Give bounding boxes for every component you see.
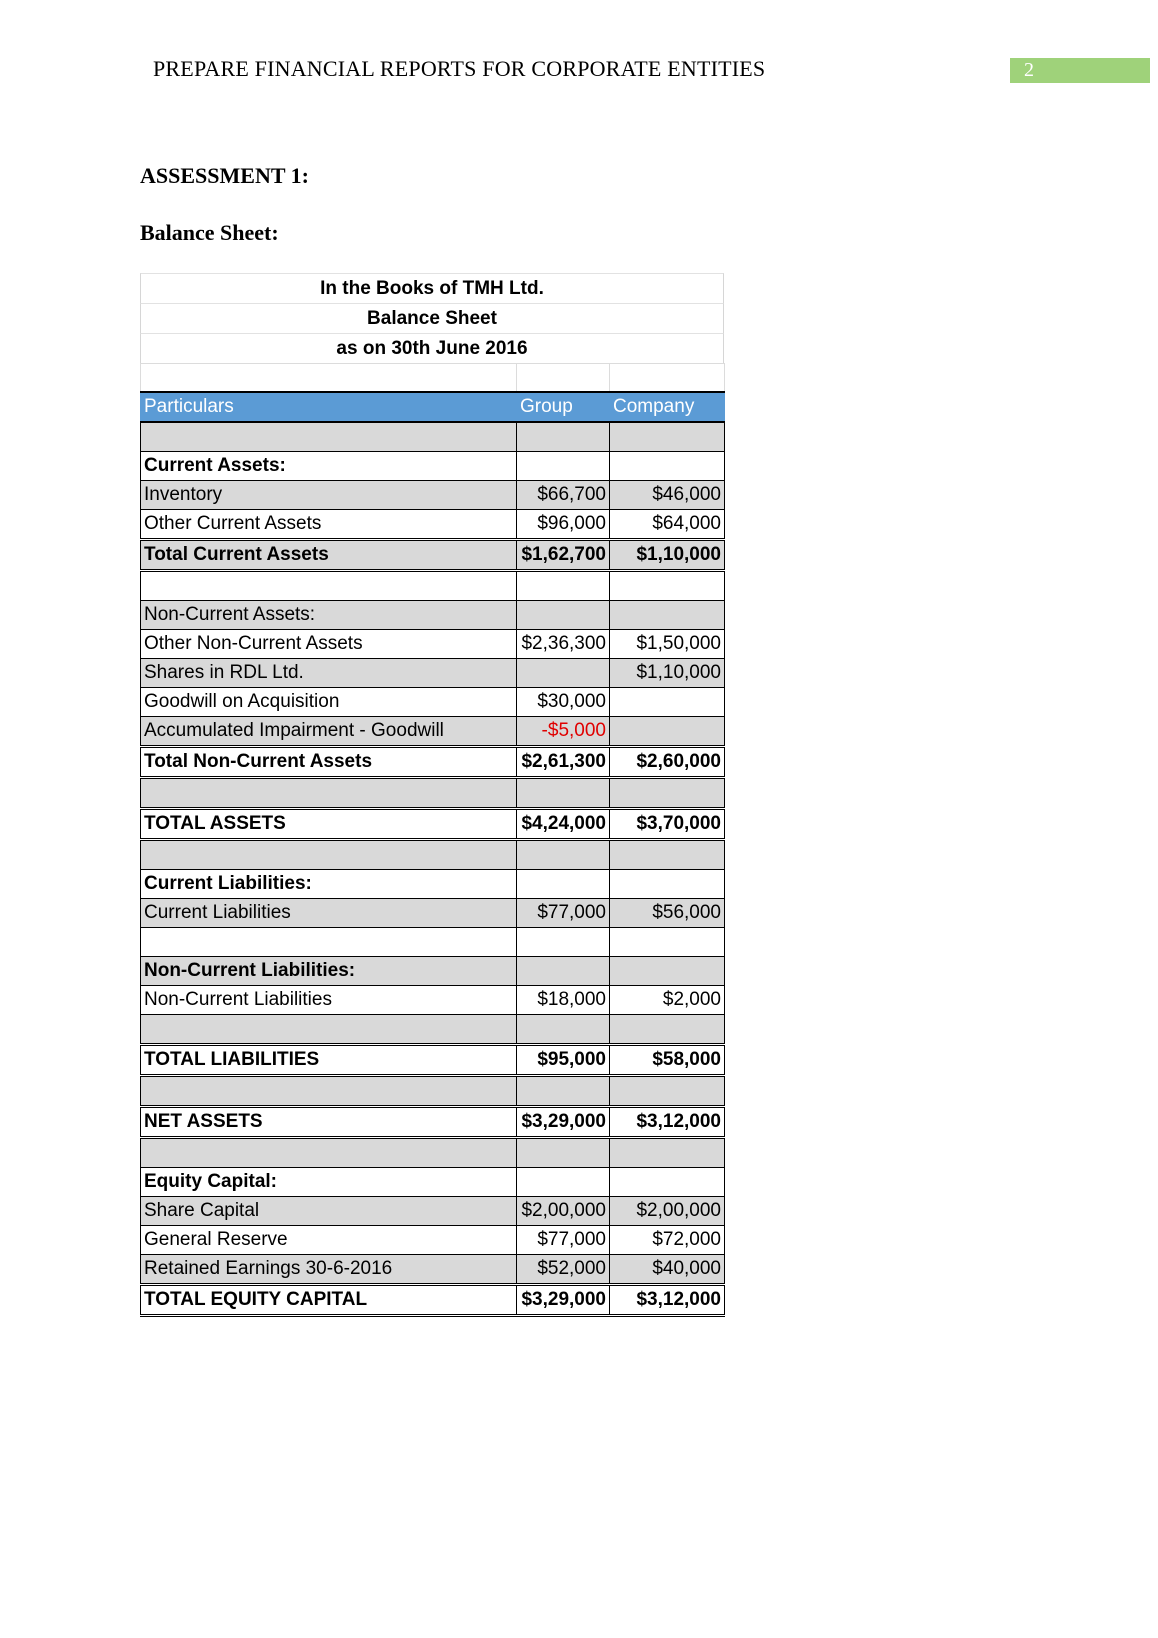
spacer-row	[141, 1138, 725, 1168]
row-label: Shares in RDL Ltd.	[141, 659, 517, 688]
group-value	[517, 571, 610, 601]
company-value	[610, 1138, 725, 1168]
spacer-row	[141, 840, 725, 870]
group-value: $2,36,300	[517, 630, 610, 659]
group-value: $3,29,000	[517, 1107, 610, 1138]
company-value: $2,00,000	[610, 1197, 725, 1226]
row-label: Total Non-Current Assets	[141, 747, 517, 778]
group-value	[517, 870, 610, 899]
group-value	[517, 659, 610, 688]
spacer-row	[141, 422, 725, 452]
table-row	[141, 1285, 725, 1316]
section-heading: Balance Sheet:	[140, 220, 279, 245]
table-row	[141, 540, 725, 571]
company-value: $46,000	[610, 481, 725, 510]
group-value	[517, 601, 610, 630]
company-value	[610, 928, 725, 957]
company-value: $1,10,000	[610, 659, 725, 688]
group-value: $77,000	[517, 1226, 610, 1255]
row-label: Equity Capital:	[141, 1168, 517, 1197]
row-label: Accumulated Impairment - Goodwill	[141, 717, 517, 747]
company-value	[610, 840, 725, 870]
row-label: NET ASSETS	[141, 1107, 517, 1138]
group-value: $3,29,000	[517, 1285, 610, 1316]
row-label	[141, 571, 517, 601]
company-value: $1,50,000	[610, 630, 725, 659]
row-label: Current Liabilities	[141, 899, 517, 928]
group-value: $2,61,300	[517, 747, 610, 778]
row-label: General Reserve	[141, 1226, 517, 1255]
table-row	[141, 601, 725, 630]
row-label	[141, 1015, 517, 1045]
table-row	[141, 481, 725, 510]
company-value: $3,12,000	[610, 1107, 725, 1138]
spacer-row	[141, 778, 725, 809]
company-value	[610, 870, 725, 899]
running-header-title: PREPARE FINANCIAL REPORTS FOR CORPORATE ENTITIES	[153, 56, 766, 81]
row-label: Other Current Assets	[141, 510, 517, 540]
company-value: $2,000	[610, 986, 725, 1015]
group-value: $30,000	[517, 688, 610, 717]
row-label: TOTAL ASSETS	[141, 809, 517, 840]
spacer-row	[141, 928, 725, 957]
row-label: Inventory	[141, 481, 517, 510]
group-value	[517, 1015, 610, 1045]
company-value: $40,000	[610, 1255, 725, 1285]
row-label: Non-Current Liabilities	[141, 986, 517, 1015]
table-row	[141, 1197, 725, 1226]
sheet-title-company: In the Books of TMH Ltd.	[140, 273, 724, 303]
company-value	[610, 688, 725, 717]
group-value: $2,00,000	[517, 1197, 610, 1226]
table-row	[141, 510, 725, 540]
company-value: $72,000	[610, 1226, 725, 1255]
row-label	[141, 422, 517, 452]
row-label	[141, 778, 517, 809]
row-label: TOTAL EQUITY CAPITAL	[141, 1285, 517, 1316]
spacer-row	[141, 1076, 725, 1107]
company-value: $1,10,000	[610, 540, 725, 571]
company-value: $64,000	[610, 510, 725, 540]
group-value	[517, 422, 610, 452]
table-row	[141, 747, 725, 778]
table-row	[141, 899, 725, 928]
company-value	[610, 571, 725, 601]
table-row	[141, 1168, 725, 1197]
group-value	[517, 1168, 610, 1197]
company-value	[610, 422, 725, 452]
row-label: Non-Current Assets:	[141, 601, 517, 630]
table-row	[141, 452, 725, 481]
column-header-row	[141, 392, 725, 422]
balance-sheet-table	[140, 363, 725, 1317]
table-row	[141, 1107, 725, 1138]
group-value	[517, 840, 610, 870]
group-value	[517, 452, 610, 481]
table-row	[141, 1255, 725, 1285]
row-label: Other Non-Current Assets	[141, 630, 517, 659]
row-label: Retained Earnings 30-6-2016	[141, 1255, 517, 1285]
company-value: $2,60,000	[610, 747, 725, 778]
column-header-particulars: Particulars	[141, 392, 517, 422]
spacer-row	[141, 364, 725, 393]
table-row	[141, 986, 725, 1015]
row-label: Non-Current Liabilities:	[141, 957, 517, 986]
group-value: $66,700	[517, 481, 610, 510]
table-row	[141, 870, 725, 899]
row-label	[141, 840, 517, 870]
sheet-title-name: Balance Sheet	[140, 303, 724, 333]
company-value	[610, 1168, 725, 1197]
row-label	[141, 928, 517, 957]
group-value: -$5,000	[517, 717, 610, 747]
table-row	[141, 957, 725, 986]
table-row	[141, 809, 725, 840]
spacer-row	[141, 571, 725, 601]
balance-sheet	[140, 273, 724, 1317]
row-label: Share Capital	[141, 1197, 517, 1226]
table-row	[141, 1045, 725, 1076]
group-value: $4,24,000	[517, 809, 610, 840]
group-value	[517, 1138, 610, 1168]
company-value	[610, 717, 725, 747]
page-number-badge: 2	[1010, 58, 1150, 83]
company-value: $3,70,000	[610, 809, 725, 840]
group-value	[517, 928, 610, 957]
company-value	[610, 452, 725, 481]
row-label: Current Liabilities:	[141, 870, 517, 899]
group-value: $95,000	[517, 1045, 610, 1076]
row-label: TOTAL LIABILITIES	[141, 1045, 517, 1076]
table-row	[141, 1226, 725, 1255]
company-value	[610, 957, 725, 986]
assessment-heading: ASSESSMENT 1:	[140, 163, 309, 188]
row-label	[141, 1076, 517, 1107]
company-value	[610, 601, 725, 630]
group-value	[517, 957, 610, 986]
group-value: $77,000	[517, 899, 610, 928]
spacer-row	[141, 1015, 725, 1045]
row-label: Goodwill on Acquisition	[141, 688, 517, 717]
row-label	[141, 1138, 517, 1168]
group-value: $1,62,700	[517, 540, 610, 571]
table-row	[141, 717, 725, 747]
group-value	[517, 778, 610, 809]
company-value	[610, 778, 725, 809]
group-value: $52,000	[517, 1255, 610, 1285]
row-label: Current Assets:	[141, 452, 517, 481]
company-value: $56,000	[610, 899, 725, 928]
column-header-company: Company	[610, 392, 725, 422]
company-value: $3,12,000	[610, 1285, 725, 1316]
company-value: $58,000	[610, 1045, 725, 1076]
table-row	[141, 630, 725, 659]
company-value	[610, 1076, 725, 1107]
table-row	[141, 688, 725, 717]
row-label: Total Current Assets	[141, 540, 517, 571]
group-value: $18,000	[517, 986, 610, 1015]
group-value	[517, 1076, 610, 1107]
column-header-group: Group	[517, 392, 610, 422]
sheet-title-date: as on 30th June 2016	[140, 333, 724, 363]
group-value: $96,000	[517, 510, 610, 540]
company-value	[610, 1015, 725, 1045]
table-row	[141, 659, 725, 688]
